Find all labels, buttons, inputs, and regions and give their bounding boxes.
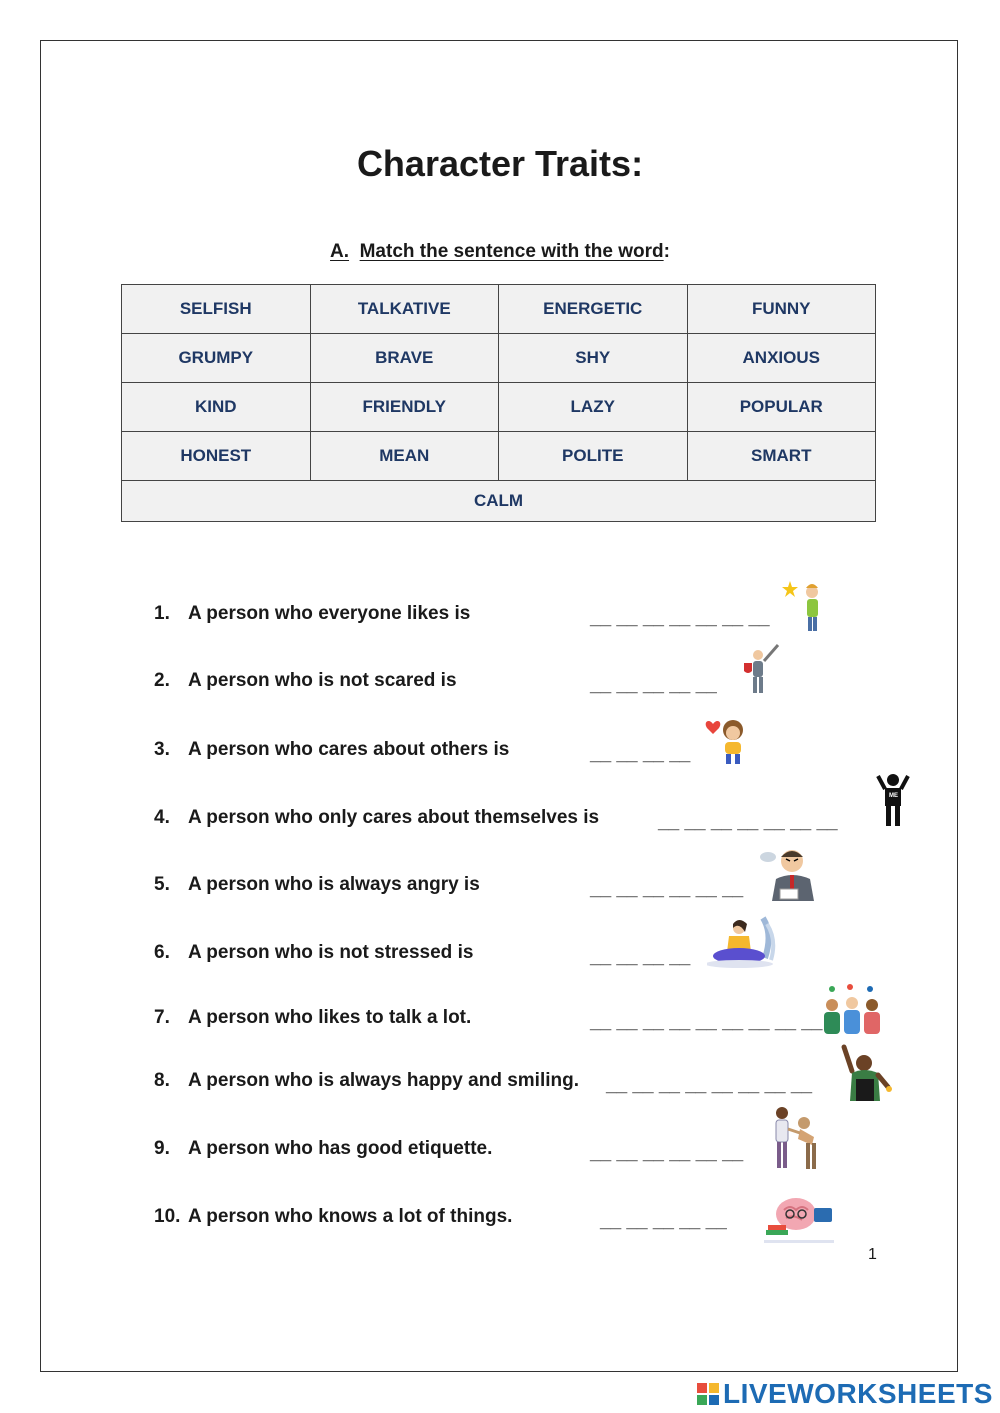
question-number: 4.	[154, 807, 170, 828]
word-cell: SELFISH	[122, 285, 311, 334]
question-number: 9.	[154, 1138, 170, 1159]
word-bank-table	[121, 284, 876, 522]
answer-blank[interactable]: __ __ __ __ __	[600, 1211, 727, 1232]
answer-blank[interactable]: __ __ __ __ __ __	[590, 1143, 744, 1164]
word-cell: BRAVE	[310, 334, 499, 383]
liveworksheets-logo[interactable]	[697, 1378, 993, 1410]
grumpy-businessman-icon	[758, 845, 820, 903]
answer-blank[interactable]: __ __ __ __	[590, 744, 691, 765]
question-text: A person who has good etiquette.	[188, 1138, 493, 1159]
question-item	[154, 603, 470, 625]
question-item	[154, 1007, 471, 1029]
selfish-me-person-icon	[875, 772, 911, 828]
word-cell: ANXIOUS	[687, 334, 876, 383]
word-cell: POLITE	[499, 432, 688, 481]
word-cell: LAZY	[499, 383, 688, 432]
answer-blank[interactable]: __ __ __ __ __ __ __	[590, 608, 770, 629]
svg-text:ME: ME	[889, 793, 898, 799]
question-item	[154, 1138, 492, 1160]
word-bank-row	[122, 481, 876, 522]
question-number: 1.	[154, 603, 170, 624]
question-text: A person who is not stressed is	[188, 942, 474, 963]
friendly-waving-person-icon	[838, 1043, 894, 1105]
page-title: Character Traits:	[356, 143, 644, 184]
question-item	[154, 739, 509, 761]
word-cell: FRIENDLY	[310, 383, 499, 432]
instruction-suffix: :	[663, 241, 670, 262]
popular-person-icon	[780, 578, 830, 633]
answer-blank[interactable]: __ __ __ __ __	[590, 675, 717, 696]
word-cell: CALM	[122, 481, 876, 522]
question-number: 6.	[154, 942, 170, 963]
question-text: A person who only cares about themselves is	[188, 807, 600, 828]
question-number: 10.	[154, 1206, 181, 1227]
answer-blank[interactable]: __ __ __ __ __ __ __ __	[606, 1075, 813, 1096]
kind-child-heart-icon	[703, 714, 753, 766]
question-number: 3.	[154, 739, 170, 760]
question-item	[154, 807, 599, 829]
meditating-person-icon	[707, 914, 779, 970]
smart-brain-icon	[762, 1190, 836, 1246]
word-cell: SHY	[499, 334, 688, 383]
word-cell: MEAN	[310, 432, 499, 481]
question-item	[154, 1070, 579, 1092]
polite-bowing-people-icon	[768, 1105, 824, 1171]
question-text: A person who likes to talk a lot.	[188, 1007, 472, 1028]
question-item	[154, 942, 473, 964]
word-cell: HONEST	[122, 432, 311, 481]
question-item	[154, 1206, 512, 1228]
question-item	[154, 874, 480, 896]
instruction-letter: A.	[330, 241, 350, 262]
word-bank-row	[122, 383, 876, 432]
question-number: 7.	[154, 1007, 170, 1028]
instruction-text: Match the sentence with the word	[359, 241, 664, 262]
word-cell: POPULAR	[687, 383, 876, 432]
question-text: A person who knows a lot of things.	[188, 1206, 513, 1227]
logo-mark-icon	[697, 1383, 719, 1405]
word-bank-row	[122, 334, 876, 383]
word-cell: TALKATIVE	[310, 285, 499, 334]
word-bank-row	[122, 285, 876, 334]
brave-knight-icon	[742, 643, 782, 695]
answer-blank[interactable]: __ __ __ __ __ __ __	[658, 812, 838, 833]
word-cell: FUNNY	[687, 285, 876, 334]
word-cell: SMART	[687, 432, 876, 481]
word-bank-row	[122, 432, 876, 481]
question-text: A person who is always angry is	[188, 874, 480, 895]
talking-group-icon	[820, 983, 884, 1037]
page-border	[40, 40, 958, 1372]
question-text: A person who is not scared is	[188, 670, 457, 691]
logo-text: LIVEWORKSHEETS	[723, 1378, 993, 1409]
word-cell: ENERGETIC	[499, 285, 688, 334]
word-cell: KIND	[122, 383, 311, 432]
answer-blank[interactable]: __ __ __ __ __ __ __ __ __	[590, 1012, 823, 1033]
question-item	[154, 670, 457, 692]
instruction	[0, 241, 1000, 263]
question-number: 5.	[154, 874, 170, 895]
answer-blank[interactable]: __ __ __ __	[590, 947, 691, 968]
question-text: A person who is always happy and smiling.	[188, 1070, 579, 1091]
question-text: A person who everyone likes is	[188, 603, 471, 624]
question-number: 8.	[154, 1070, 170, 1091]
question-text: A person who cares about others is	[188, 739, 510, 760]
question-number: 2.	[154, 670, 170, 691]
answer-blank[interactable]: __ __ __ __ __ __	[590, 879, 744, 900]
word-cell: GRUMPY	[122, 334, 311, 383]
page-number: 1	[868, 1246, 877, 1263]
